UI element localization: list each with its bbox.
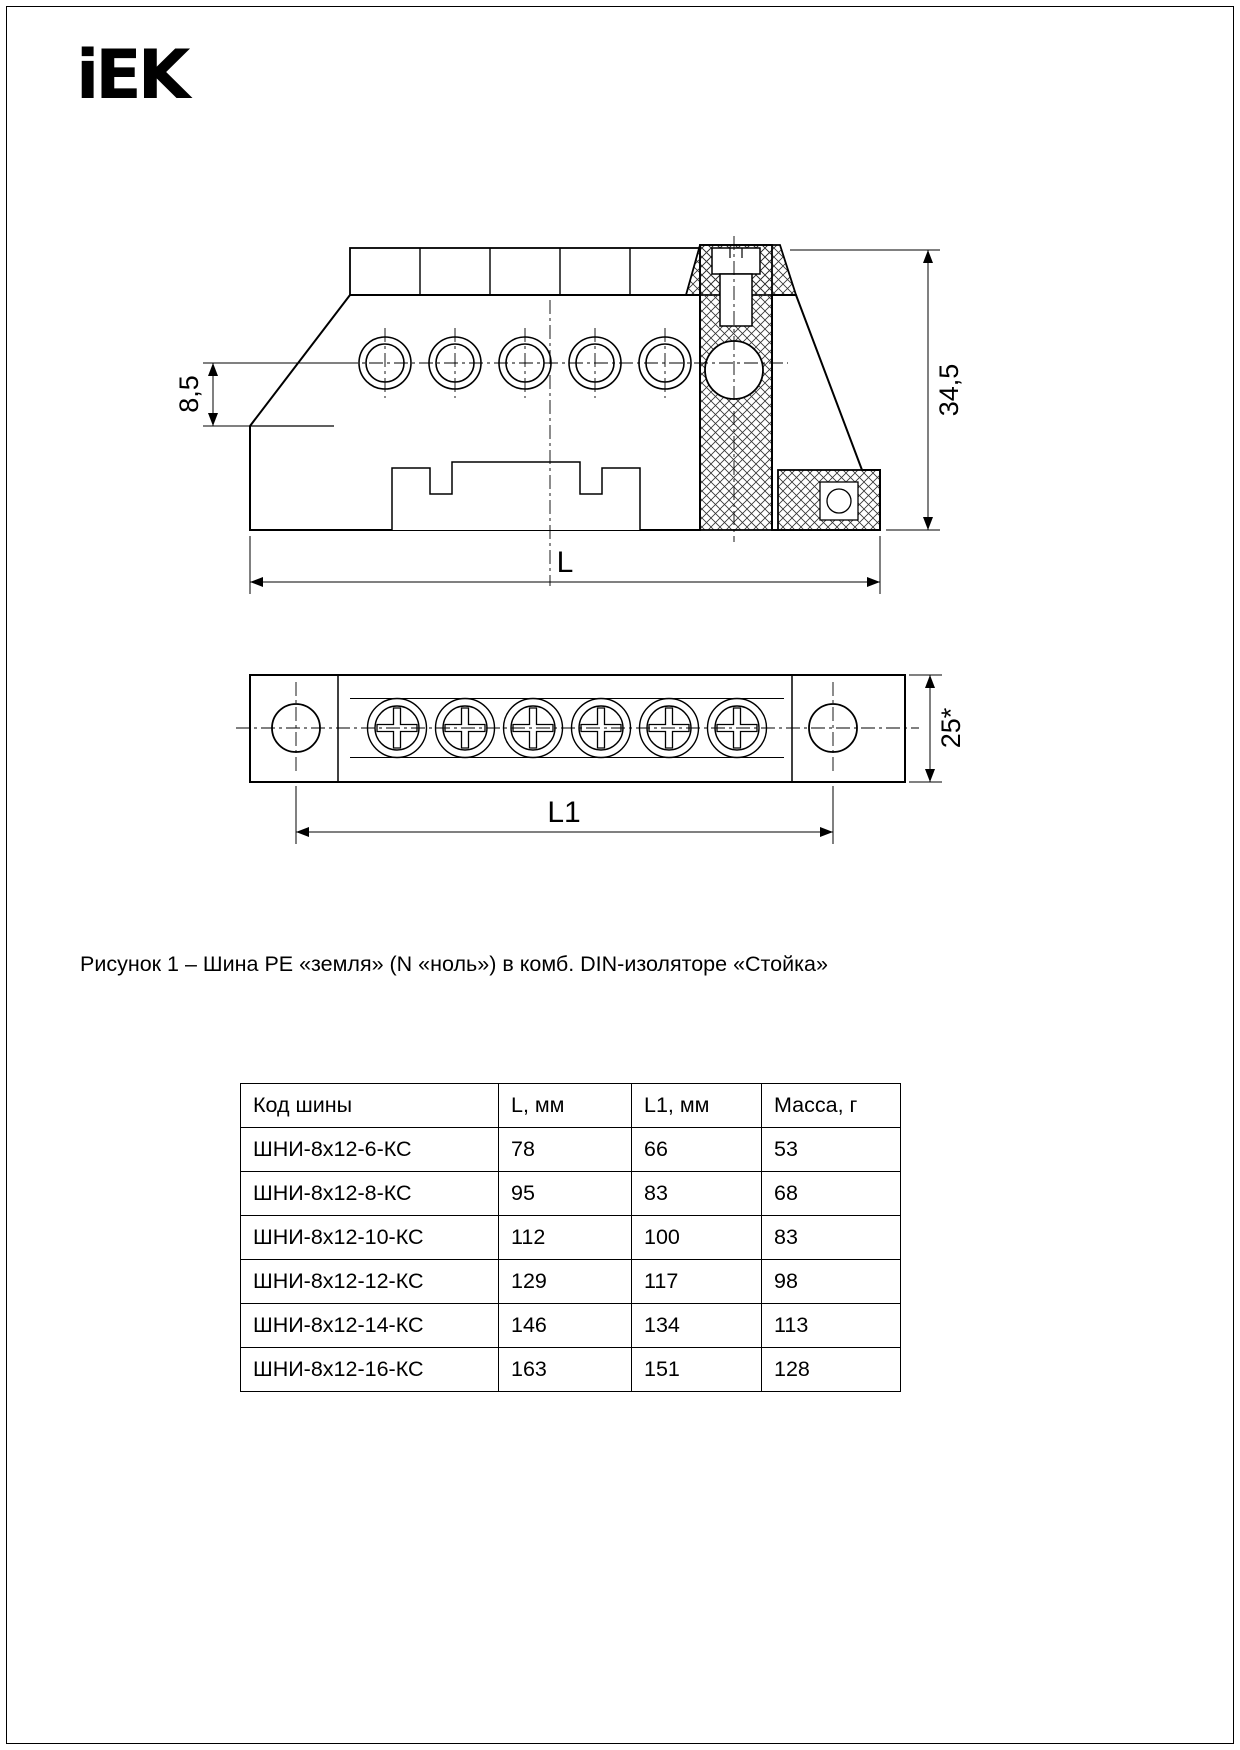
foot-hole — [827, 489, 851, 513]
cell-mass: 98 — [762, 1260, 901, 1304]
cell-code: ШНИ-8х12-12-КС — [241, 1260, 499, 1304]
stand-screw-shaft — [720, 274, 752, 326]
col-header-mass: Масса, г — [762, 1084, 901, 1128]
dim-25 — [909, 675, 966, 782]
cell-l1: 151 — [632, 1348, 762, 1392]
cell-l1: 66 — [632, 1128, 762, 1172]
table-row — [241, 1128, 901, 1172]
table-header-row — [241, 1084, 901, 1128]
dim-label-8-5: 8,5 — [174, 375, 204, 413]
cell-code: ШНИ-8х12-14-КС — [241, 1304, 499, 1348]
col-header-code: Код шины — [241, 1084, 499, 1128]
cell-mass: 53 — [762, 1128, 901, 1172]
cell-code: ШНИ-8х12-6-КС — [241, 1128, 499, 1172]
spec-table — [240, 1083, 901, 1392]
cell-mass: 128 — [762, 1348, 901, 1392]
side-view — [250, 236, 880, 586]
cell-mass: 113 — [762, 1304, 901, 1348]
col-header-l: L, мм — [499, 1084, 632, 1128]
cell-l1: 117 — [632, 1260, 762, 1304]
terminal-caps — [350, 248, 700, 295]
table-row — [241, 1348, 901, 1392]
figure-caption: Рисунок 1 – Шина PE «земля» (N «ноль») в комб. DIN-изоляторе «Стойка» — [80, 952, 828, 976]
din-rail-cutout — [392, 462, 640, 530]
dim-L — [250, 536, 880, 594]
cell-code: ШНИ-8х12-8-КС — [241, 1172, 499, 1216]
cell-l: 129 — [499, 1260, 632, 1304]
table-row — [241, 1304, 901, 1348]
cell-code: ШНИ-8х12-10-КС — [241, 1216, 499, 1260]
cell-l: 95 — [499, 1172, 632, 1216]
dim-label-L1: L1 — [547, 796, 581, 829]
cell-l: 78 — [499, 1128, 632, 1172]
dim-label-34-5: 34,5 — [934, 363, 964, 417]
cell-code: ШНИ-8х12-16-КС — [241, 1348, 499, 1392]
cell-mass: 83 — [762, 1216, 901, 1260]
technical-drawing — [0, 230, 1240, 890]
table-row — [241, 1172, 901, 1216]
stand-screw-head — [712, 248, 760, 274]
dim-label-25: 25* — [936, 707, 966, 749]
dim-L1 — [296, 786, 833, 844]
cell-l: 163 — [499, 1348, 632, 1392]
top-view — [236, 675, 919, 782]
table-row — [241, 1260, 901, 1304]
iek-logo: iEK — [76, 36, 187, 115]
cell-l1: 83 — [632, 1172, 762, 1216]
dim-label-L: L — [556, 546, 574, 579]
cell-l1: 134 — [632, 1304, 762, 1348]
cell-l: 112 — [499, 1216, 632, 1260]
table-row — [241, 1216, 901, 1260]
cell-l1: 100 — [632, 1216, 762, 1260]
spec-table-body — [241, 1128, 901, 1392]
cell-l: 146 — [499, 1304, 632, 1348]
cell-mass: 68 — [762, 1172, 901, 1216]
col-header-l1: L1, мм — [632, 1084, 762, 1128]
